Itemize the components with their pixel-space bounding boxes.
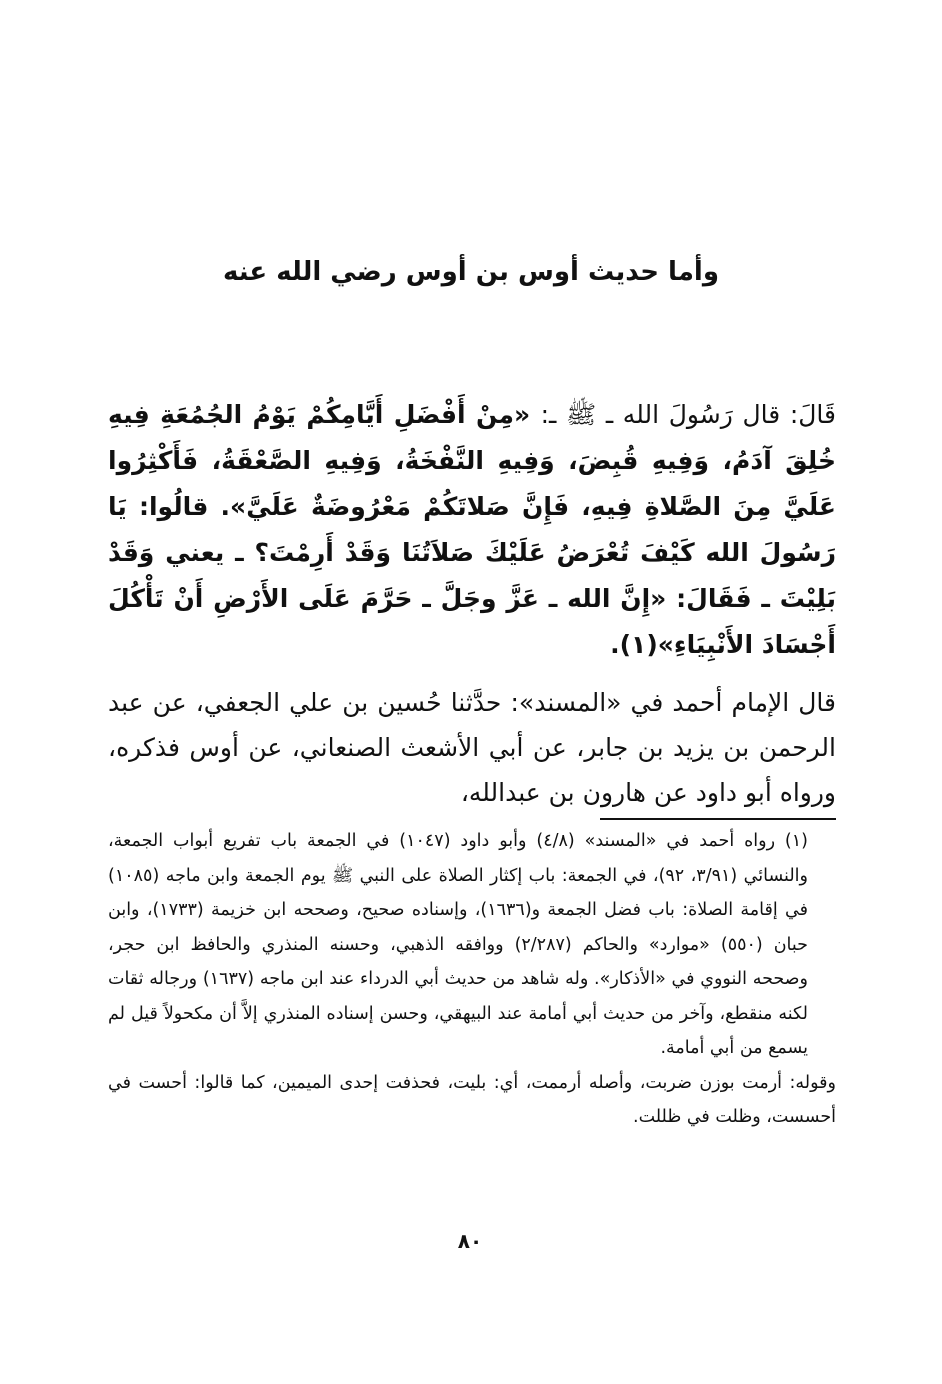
section-heading: وأما حديث أوس بن أوس رضي الله عنه [223,257,719,287]
hadith-text [108,392,836,668]
footnote-divider [600,818,836,820]
hadith-body: «مِنْ أَفْضَلِ أَيَّامِكُمْ يَوْمُ الجُمُعَةِ فِيهِ خُلِقَ آدَمُ، وَفِيهِ قُبِضَ، وَفِيهِ النَّفْخَةُ، وَفِيهِ الصَّعْقَةُ، فَأَكْثِرُوا عَلَيَّ مِنَ الصَّلاةِ فِيهِ، فَإِنَّ صَلاتَكُمْ مَعْرُوضَةٌ عَلَيَّ». قالُوا: يَا رَسُولَ الله كَيْفَ تُعْرَضُ عَلَيْكَ صَلاَتُنَا وَقَدْ أَرِمْتَ؟ ـ يعني وَقَدْ بَلِيْتَ ـ فَقَالَ: «إِنَّ الله ـ عَزَّ وجَلَّ ـ حَرَّمَ عَلَى الأَرْضِ أَنْ تَأْكُلَ أَجْسَادَ الأَنْبِيَاءِ»(١). [108,400,836,659]
narration-paragraph: قال الإمام أحمد في «المسند»: حدَّثنا حُسين بن علي الجعفي، عن عبد الرحمن بن يزيد بن جابر، عن أبي الأشعث الصنعاني، عن أوس فذكره، ورواه أبو داود عن هارون بن عبدالله، [108,688,836,807]
page-number: ٨٠ [457,1229,483,1253]
footnotes [108,824,836,1135]
footnote-1: (١) رواه أحمد في «المسند» (٤/٨) وأبو داود (١٠٤٧) في الجمعة باب تفريع أبواب الجمعة، والنسائي (٣/٩١، ٩٢)، في الجمعة: باب إكثار الصلاة على النبي ﷺ يوم الجمعة وابن ماجه (١٠٨٥) في إقامة الصلاة: باب فضل الجمعة و(١٦٣٦)، وإسناده صحيح، وصححه ابن خزيمة (١٧٣٣)، وابن حبان (٥٥٠) «موارد» والحاكم (٢/٢٨٧) ووافقه الذهبي، وحسنه المنذري والحافظ ابن حجر، وصححه النووي في «الأذكار». وله شاهد من حديث أبي الدرداء عند ابن ماجه (١٦٣٧) ورجاله ثقات لكنه منقطع، وآخر من حديث أبي أمامة عند البيهقي، وحسن إسناده المنذري إلاَّ أن مكحولاً قيل لم يسمع من أبي أمامة. [108,831,809,1058]
hadith-intro: قَالَ: قال رَسُولَ الله ـ ﷺ ـ: [540,400,836,429]
footnote-explanation: وقوله: أرمت بوزن ضربت، وأصله أرممت، أي: بليت، فحذفت إحدى الميمين، كما قالوا: أحست في أحسست، وظلت في ظللت. [108,1072,836,1127]
